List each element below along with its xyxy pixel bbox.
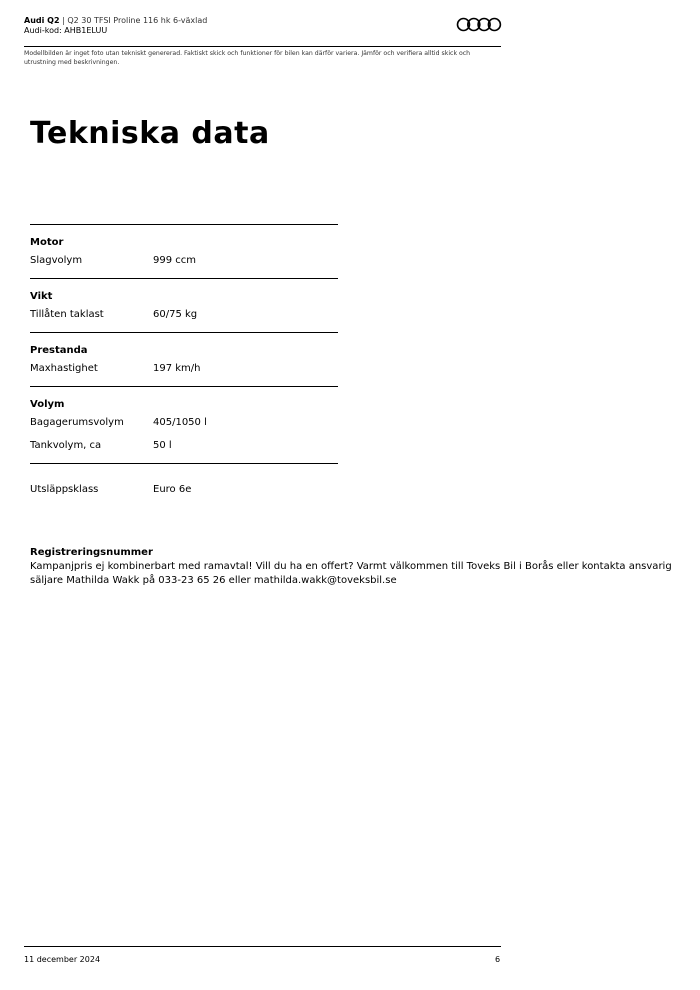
- spec-value: Euro 6e: [153, 484, 192, 495]
- spec-value: 405/1050 l: [153, 417, 207, 428]
- section-divider: [30, 278, 338, 279]
- spec-section-vikt: [30, 291, 338, 332]
- spec-label: Utsläppsklass: [30, 484, 99, 495]
- spec-label: Maxhastighet: [30, 363, 98, 374]
- section-title: Volym: [30, 399, 65, 410]
- section-divider: [30, 386, 338, 387]
- header-divider: [24, 46, 501, 47]
- registration-block: [30, 546, 675, 588]
- model-name: Audi Q2: [24, 16, 60, 25]
- spec-row: [30, 434, 338, 457]
- spec-table: [30, 224, 338, 501]
- spec-value: 999 ccm: [153, 255, 197, 266]
- document-header: [24, 16, 501, 36]
- audi-code-label: Audi-kod:: [24, 26, 62, 35]
- section-title: Motor: [30, 237, 64, 248]
- spec-row: [30, 357, 338, 380]
- model-variant: Q2 30 TFSI Proline 116 hk 6-växlad: [67, 16, 208, 25]
- spec-value: 60/75 kg: [153, 309, 198, 320]
- audi-rings-icon: [456, 17, 502, 32]
- registration-title: Registreringsnummer: [30, 547, 153, 558]
- spec-row: [30, 411, 338, 434]
- spec-row: [30, 303, 338, 326]
- emission-row: [30, 478, 338, 501]
- spec-row: [30, 249, 338, 272]
- section-title: Vikt: [30, 291, 53, 302]
- audi-code-value: AHB1ELUU: [64, 26, 108, 35]
- page-number: 6: [495, 955, 501, 964]
- spec-label: Bagagerumsvolym: [30, 417, 124, 428]
- audi-code-line: [24, 26, 501, 36]
- spec-label: Slagvolym: [30, 255, 83, 266]
- disclaimer-text: Modellbilden är inget foto utan tekniskt genererad. Faktiskt skick och funktioner för bilen kan därför variera. Jämför och verifiera alltid skick och utrustning med beskrivningen.: [24, 50, 471, 66]
- spec-value: 197 km/h: [153, 363, 201, 374]
- spec-label: Tillåten taklast: [30, 309, 104, 320]
- section-divider: [30, 224, 338, 225]
- header-model-line: [24, 16, 501, 26]
- page-title: Tekniska data: [30, 116, 270, 151]
- registration-text: Kampanjpris ej kombinerbart med ramavtal! Vill du ha en offert? Varmt välkommen till Toveks Bil i Borås eller kontakta ansvarig säljare Mathilda Wakk på 033-23 65 26 eller mathilda.wakk@toveksbil.se: [30, 561, 672, 586]
- footer-date: 11 december 2024: [24, 955, 101, 964]
- section-divider: [30, 332, 338, 333]
- spec-label: Tankvolym, ca: [30, 440, 102, 451]
- spec-section-motor: [30, 237, 338, 278]
- spec-value: 50 l: [153, 440, 172, 451]
- header-separator: |: [62, 16, 65, 25]
- spec-section-volym: [30, 399, 338, 463]
- section-title: Prestanda: [30, 345, 88, 356]
- footer-divider: [24, 946, 501, 947]
- spec-section-prestanda: [30, 345, 338, 386]
